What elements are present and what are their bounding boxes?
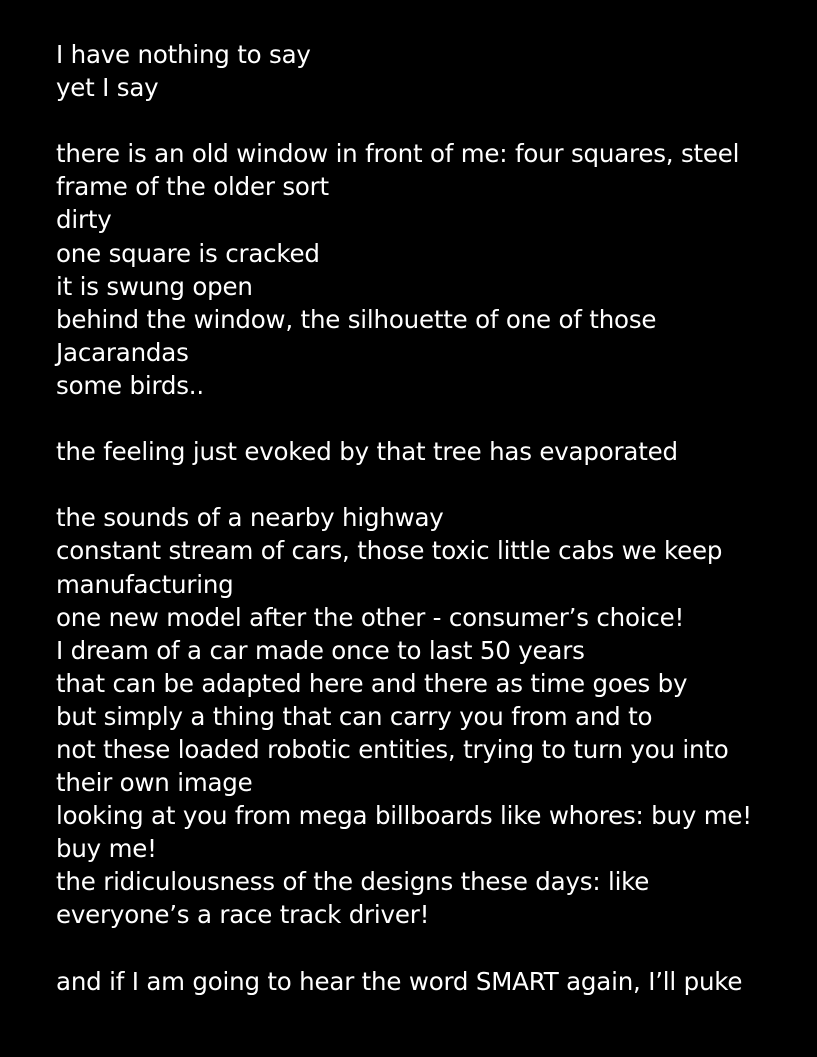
stanza-break: [56, 104, 796, 137]
stanza-2: [56, 137, 796, 402]
poem-line: the feeling just evoked by that tree has evaporated: [56, 437, 678, 467]
stanza-4: [56, 501, 796, 931]
poem-line: there is an old window in front of me: four squares, steel: [56, 139, 740, 169]
stanza-1: [56, 38, 796, 104]
poem-line: I dream of a car made once to last 50 years: [56, 635, 585, 665]
poem-line: dirty: [56, 205, 112, 235]
poem-line: manufacturing: [56, 569, 234, 599]
poem-text: [56, 38, 796, 998]
poem-line: and if I am going to hear the word SMART again, I’ll puke: [56, 966, 743, 996]
poem-line: behind the window, the silhouette of one of those: [56, 304, 657, 334]
poem-line: their own image: [56, 768, 253, 798]
poem-line: looking at you from mega billboards like whores: buy me!: [56, 801, 752, 831]
poem-line: that can be adapted here and there as time goes by: [56, 668, 688, 698]
poem-line: some birds..: [56, 370, 204, 400]
poem-line: Jacarandas: [56, 337, 189, 367]
poem-line: everyone’s a race track driver!: [56, 900, 430, 930]
poem-line: yet I say: [56, 73, 159, 103]
poem-line: frame of the older sort: [56, 172, 329, 202]
stanza-break: [56, 468, 796, 501]
poem-line: not these loaded robotic entities, trying to turn you into: [56, 734, 729, 764]
poem-line: it is swung open: [56, 271, 253, 301]
poem-line: the ridiculousness of the designs these days: like: [56, 867, 650, 897]
poem-line: buy me!: [56, 834, 157, 864]
stanza-break: [56, 402, 796, 435]
poem-line: but simply a thing that can carry you from and to: [56, 701, 653, 731]
stanza-break: [56, 932, 796, 965]
poem-line: constant stream of cars, those toxic little cabs we keep: [56, 536, 723, 566]
poem-line: one new model after the other - consumer’s choice!: [56, 602, 685, 632]
stanza-3: [56, 435, 796, 468]
poem-line: I have nothing to say: [56, 40, 311, 69]
poem-line: one square is cracked: [56, 238, 320, 268]
poem-line: the sounds of a nearby highway: [56, 503, 444, 533]
stanza-5: [56, 965, 796, 998]
